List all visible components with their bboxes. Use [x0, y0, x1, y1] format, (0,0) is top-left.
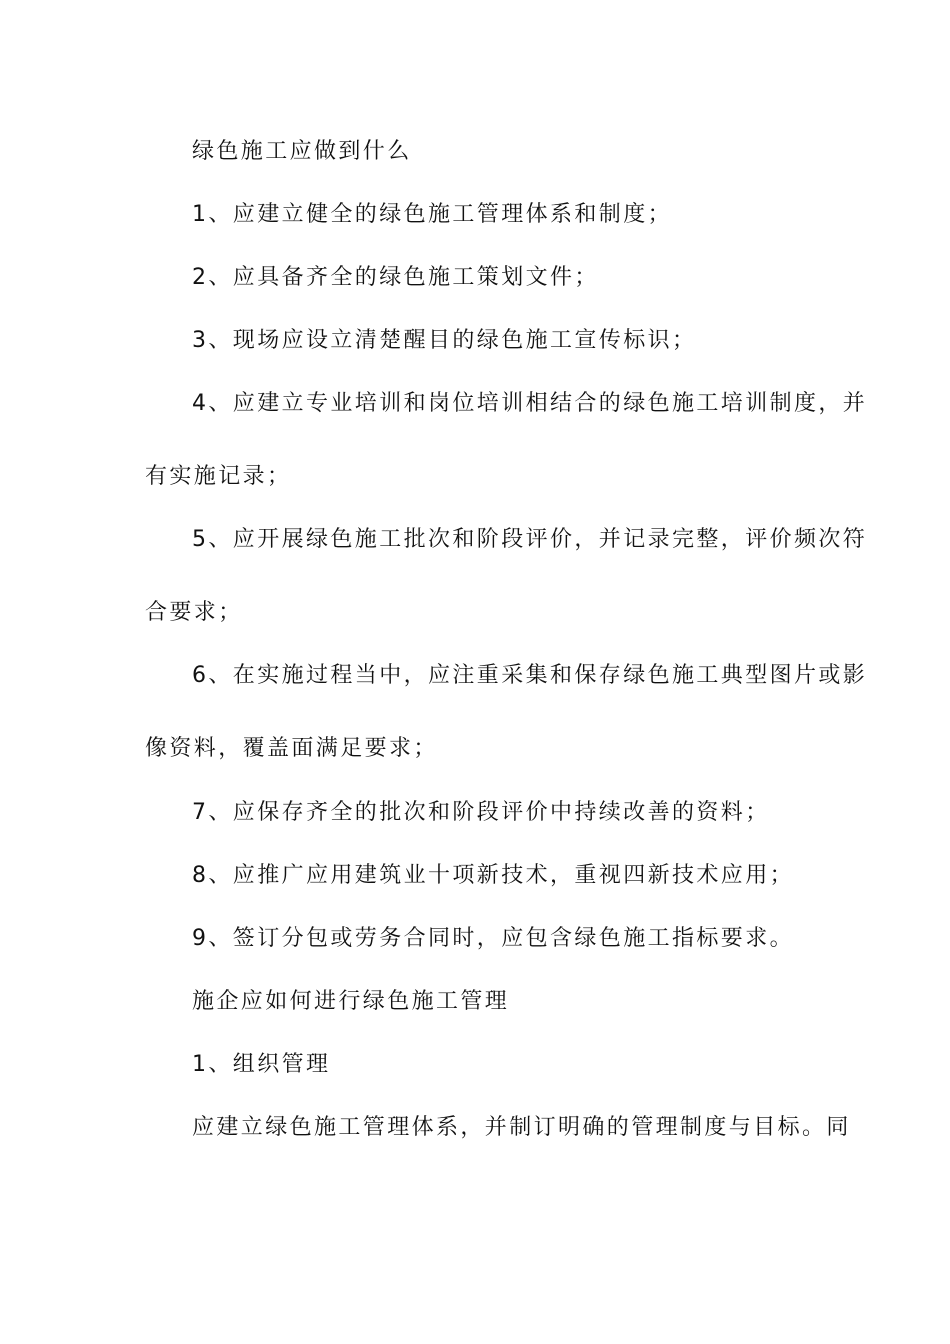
- list-item-7: 7、应保存齐全的批次和阶段评价中持续改善的资料；: [192, 800, 770, 825]
- paragraph-organization-management: 应建立绿色施工管理体系，并制订明确的管理制度与目标。同: [192, 1115, 851, 1140]
- section-heading-green-construction: 绿色施工应做到什么: [192, 139, 412, 164]
- list-item-2: 2、应具备齐全的绿色施工策划文件；: [192, 265, 599, 290]
- subheading-organization-management: 1、组织管理: [192, 1052, 331, 1077]
- list-item-4-continuation: 有实施记录；: [145, 464, 292, 489]
- list-item-1: 1、应建立健全的绿色施工管理体系和制度；: [192, 202, 672, 227]
- list-item-5: 5、应开展绿色施工批次和阶段评价，并记录完整，评价频次符: [192, 527, 868, 552]
- list-item-9: 9、签订分包或劳务合同时，应包含绿色施工指标要求。: [192, 926, 794, 951]
- list-item-3: 3、现场应设立清楚醒目的绿色施工宣传标识；: [192, 328, 697, 353]
- list-item-5-continuation: 合要求；: [145, 600, 243, 625]
- section-heading-management: 施企应如何进行绿色施工管理: [192, 989, 510, 1014]
- list-item-4: 4、应建立专业培训和岗位培训相结合的绿色施工培训制度，并: [192, 391, 868, 416]
- list-item-6: 6、在实施过程当中，应注重采集和保存绿色施工典型图片或影: [192, 663, 868, 688]
- list-item-8: 8、应推广应用建筑业十项新技术，重视四新技术应用；: [192, 863, 794, 888]
- list-item-6-continuation: 像资料，覆盖面满足要求；: [145, 736, 438, 761]
